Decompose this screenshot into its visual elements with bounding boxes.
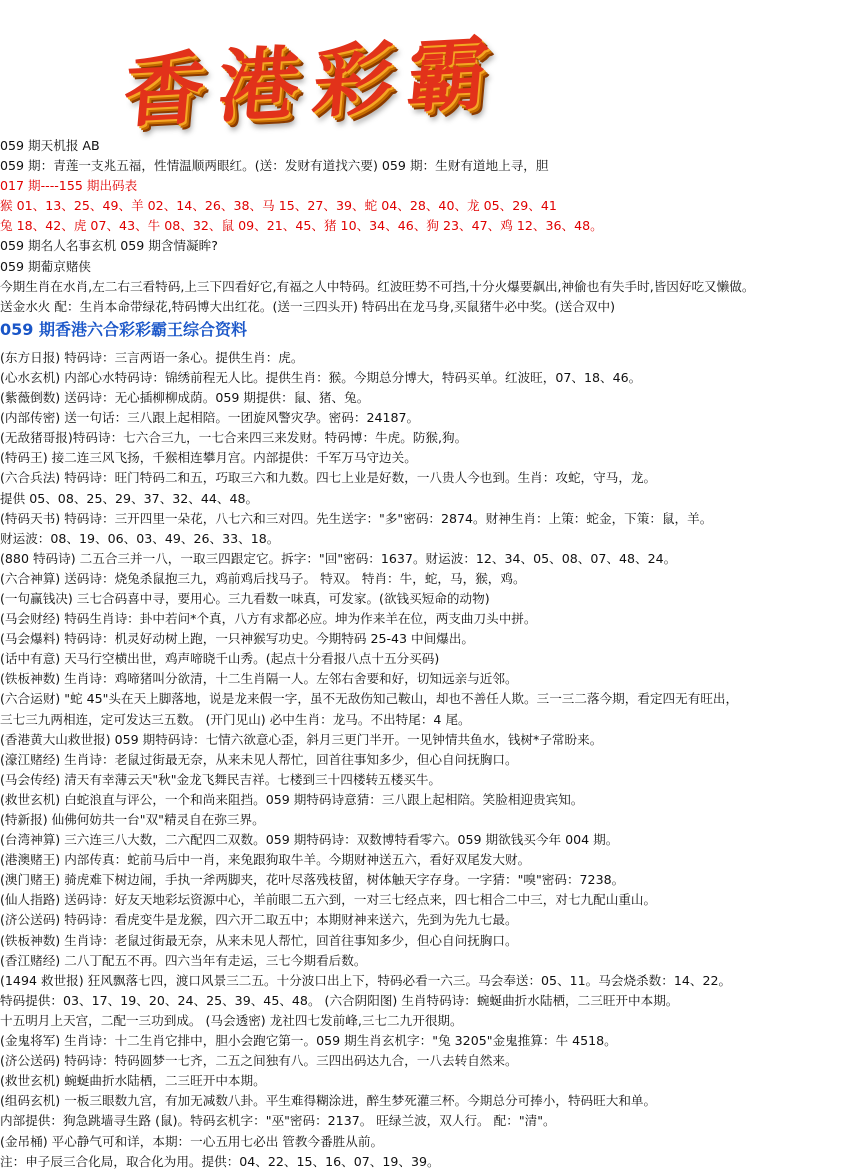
text-line: (金鬼将军) 生肖诗：十二生肖它排中，胆小会跑它第一。059 期生肖玄机字："兔 3205"金鬼推算：牛 4518。: [0, 1033, 617, 1049]
text-line: (香港黄大山救世报) 059 期特码诗：七情六欲意心歪，斜月三更门半开。一见钟情共鱼水，钱树*子常盼来。: [0, 731, 603, 747]
text-line: (特码天书) 特码诗：三开四里一朵花，八七六和三对四。先生送字："多"密码：2874。财神生肖：上策：蛇金，下策：鼠，羊。: [0, 510, 713, 526]
text-line: 特码提供：03、17、19、20、24、25、39、45、48。 (六合阴阳图) 生肖特码诗：蜿蜒曲折水陆栖，二三旺开中本期。: [0, 992, 679, 1008]
text-line: (台湾神算) 三六连三八大数，二六配四二双数。059 期特码诗：双数博特看零六。059 期欲钱买今年 004 期。: [0, 832, 619, 848]
red-intro: 017 期----155 期出码表: [0, 178, 138, 194]
text-line: (1494 救世报) 狂风飘落七四，渡口风景三二五。十分波口出上下，特码必看一六三。马会奉送：05、11。马会烧杀数：14、22。: [0, 972, 732, 988]
text-line: (东方日报) 特码诗：三言两语一条心。提供生肖：虎。: [0, 349, 304, 365]
text-line: (救世玄机) 蜿蜒曲折水陆栖，二三旺开中本期。: [0, 1073, 266, 1089]
banner: [119, 18, 595, 139]
text-line: (铁板神数) 生肖诗：鸡啼猪叫分欲清，十二生肖隔一人。左邻右舍要和好，切知远亲与近邻。: [0, 671, 518, 687]
text-line: (紫薇倒数) 送码诗：无心插柳柳成荫。059 期提供：鼠、猪、兔。: [0, 390, 370, 406]
text-line: (马会爆料) 特码诗：机灵好动树上跑，一只神猴写功史。今期特码 25-43 中间爆出。: [0, 631, 475, 647]
text-line: (一句赢钱决) 三七合码喜中寻，要用心。三九看数一味真，可发家。(欲钱买短命的动物): [0, 590, 490, 606]
text-line: (澳门赌王) 骑虎难下树边闹，手执一斧两脚夹，花叶尽落残枝留，树体触天字存身。一字猜："嗅"密码：7238。: [0, 872, 625, 888]
text-line: 今期生肖在水肖,左二右三看特码,上三下四看好它,有福之人中特码。红波旺势不可挡,十分火爆要飙出,神偷也有失手时,皆因好吃又懒做。: [0, 278, 755, 294]
text-line: (特码王) 接二连三风飞扬，千猴相连攀月宫。内部提供：千军万马守边关。: [0, 450, 417, 466]
text-line: (六合神算) 送码诗：烧兔杀鼠抱三九，鸡前鸡后找马子。 特双。 特肖：牛，蛇，马，猴，鸡。: [0, 570, 526, 586]
text-line: (金吊桶) 平心静气可和详，本期：一心五用七必出 管教今番胜从前。: [0, 1133, 384, 1149]
text-line: (心水玄机) 内部心水特码诗：锦绣前程无人比。提供生肖：猴。今期总分博大，特码买单。红波旺，07、18、46。: [0, 369, 642, 385]
text-line: (无敌猪哥报)特码诗：七六合三九，一七合来四三来发财。特码博：牛虎。防猴,狗。: [0, 430, 468, 446]
text-line: 059 期：青莲一支兆五福，性情温顺两眼红。(送：发财有道找六要) 059 期：生财有道地上寻，胆: [0, 158, 549, 174]
text-line: 059 期天机报 AB: [0, 138, 100, 153]
text-line: (救世玄机) 白蛇浪直与评公，一个和尚来阻挡。059 期特码诗意猜：三八跟上起相陪。笑脸相迎贵宾知。: [0, 791, 584, 807]
text-line: (香江赌经) 二八丁配五不再。四六当年有走运，三七今期看后数。: [0, 952, 367, 968]
text-line: 三七三九两相连，定可发达三五数。 (开门见山) 必中生肖：龙马。不出特尾：4 尾。: [0, 711, 471, 727]
text-line: (六合兵法) 特码诗：旺门特码二和五，巧取三六和九数。四七上业是好数，一八贵人今也到。生肖：攻蛇，守马，龙。: [0, 470, 657, 486]
text-line: (马会传经) 清天有幸薄云天"秋"金龙飞舞民吉祥。七楼到三十四楼转五楼买牛。: [0, 771, 442, 787]
text-line: (马会财经) 特码生肖诗：卦中若问*个真，八方有求都必应。坤为作来羊在位，两支曲刀头中拼。: [0, 611, 537, 627]
article: [0, 136, 863, 1172]
text-line: 十五明月上天宫，二配一三功到成。 (马会透密) 龙社四七发前峰,三七二九开很期。: [0, 1012, 463, 1028]
text-line: (特新报) 仙佛何妨共一台"双"精灵自在弥三界。: [0, 812, 265, 827]
text-line: 财运波：08、19、06、03、49、26、33、18。: [0, 530, 280, 546]
text-line: (港澳赌王) 内部传真：蛇前马后中一肖，来兔跟狗取牛羊。今期财神送五六，看好双尾发大财。: [0, 852, 531, 868]
red-row: 兔 18、42、虎 07、43、牛 08、32、鼠 09、21、45、猪 10、34、46、狗 23、47、鸡 12、36、48。: [0, 218, 603, 234]
text-line: (880 特码诗) 二五合三并一八，一取三四跟定它。拆字："回"密码：1637。财运波：12、34、05、08、07、48、24。: [0, 550, 677, 566]
banner-title: 香港彩霸: [119, 25, 507, 139]
text-line: (六合运财) "蛇 45"头在天上脚落地，说是龙来假一字，虽不无敌伤知己鞍山，却也不善任人欺。三一三二落今期，看定四无有旺出，: [0, 691, 739, 707]
text-line: (组码玄机) 一板三眼数九宫，有加无减数八卦。平生难得糊涂进，醉生梦死灌三杯。今期总分可捧小，特码旺大和单。: [0, 1093, 657, 1109]
text-line: 059 期葡京赌侠: [0, 258, 92, 274]
text-line: (济公送码) 特码诗：特码圆梦一七齐，二五之间独有八。三四出码达九合，一八去转自然来。: [0, 1053, 518, 1069]
text-line: 注：申子辰三合化局，取合化为用。提供：04、22、15、16、07、19、39。: [0, 1153, 440, 1169]
red-row: 猴 01、13、25、49、羊 02、14、26、38、马 15、27、39、蛇 04、28、40、龙 05、29、41: [0, 198, 557, 214]
text-line: (铁板神数) 生肖诗：老鼠过街最无奈，从来未见人帮忙，回首往事知多少，但心自问抚胸口。: [0, 932, 518, 948]
text-line: (仙人指路) 送码诗：好友天地彩坛资源中心，羊前眼二五六到，一对三七经点来，四七相合二中三，对七九配山重山。: [0, 892, 657, 908]
text-line: (内部传密) 送一句话：三八跟上起相陪。一团旋风警灾孕。密码：24187。: [0, 410, 420, 426]
text-line: (话中有意) 天马行空横出世，鸡声啼晓千山秀。(起点十分看报八点十五分买码): [0, 651, 440, 667]
text-line: 提供 05、08、25、29、37、32、44、48。: [0, 490, 259, 506]
text-line: 059 期名人名事玄机 059 期含情凝眸?: [0, 238, 218, 254]
text-line: 内部提供：狗急跳墙寻生路 (鼠)。特码玄机字："巫"密码：2137。 旺绿兰波，双人行。 配："清"。: [0, 1113, 556, 1129]
section-heading: 059 期香港六合彩彩霸王综合资料: [0, 319, 247, 339]
text-line: 送金水火 配：生肖本命带绿花,特码博大出红花。(送一三四头开) 特码出在龙马身,买鼠猪牛必中奖。(送合双中): [0, 298, 615, 314]
text-line: (济公送码) 特码诗：看虎变牛是龙猴，四六开二取五中；本期财神来送六，先到为先九七最。: [0, 912, 518, 928]
text-line: (濠江赌经) 生肖诗：老鼠过街最无奈，从来未见人帮忙，回首往事知多少，但心自问抚胸口。: [0, 751, 518, 767]
